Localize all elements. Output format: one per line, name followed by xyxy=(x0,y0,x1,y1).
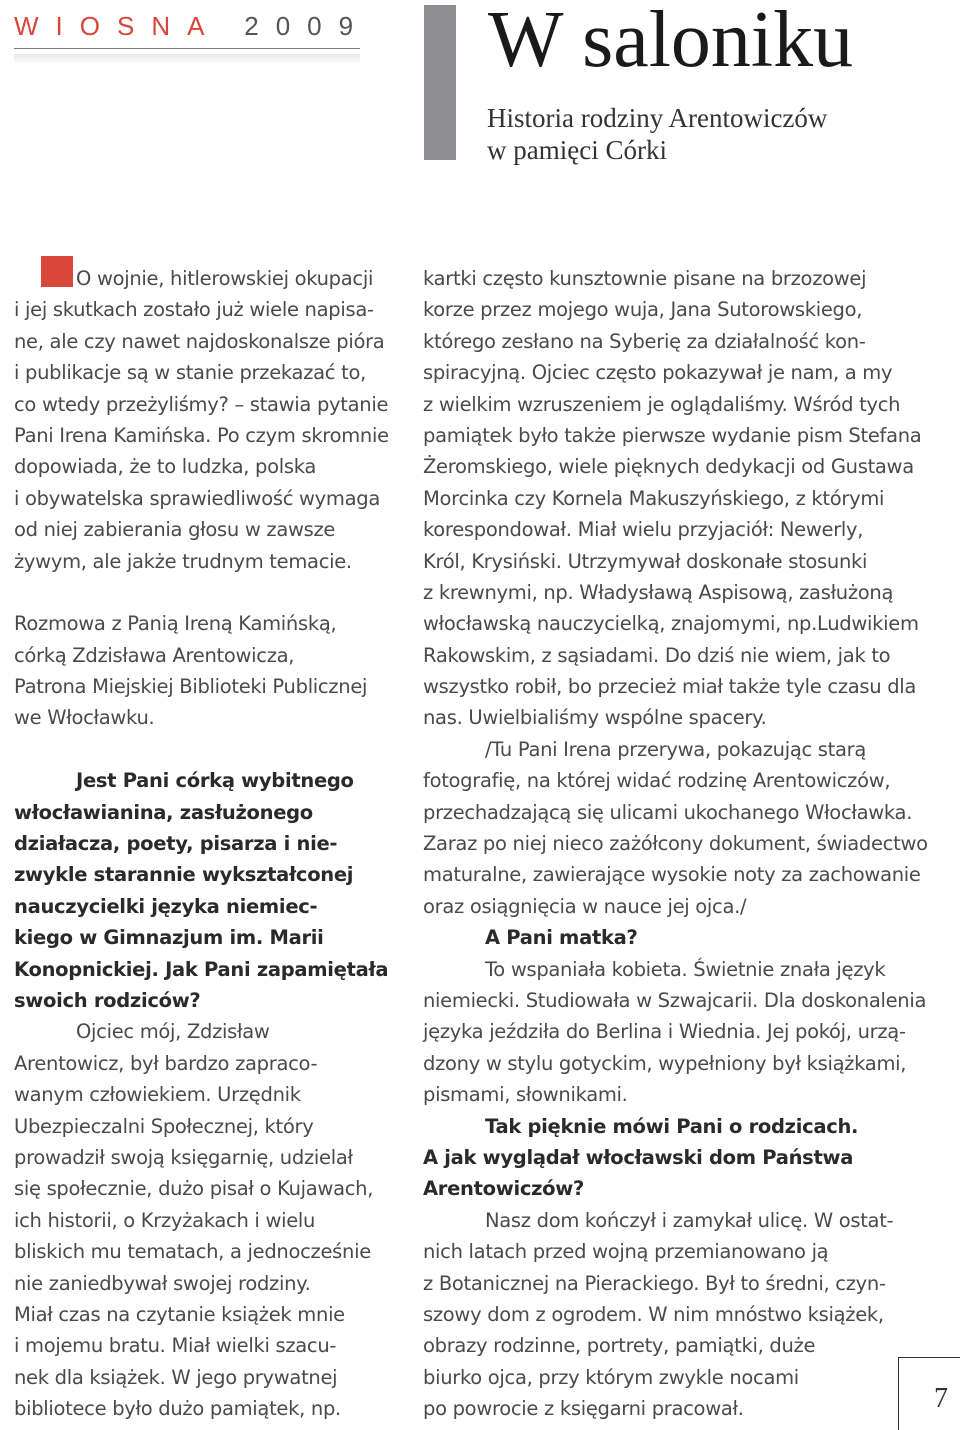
text-line: Ojciec mój, Zdzisław xyxy=(76,1020,270,1044)
question-line: kiego w Gimnazjum im. Marii xyxy=(14,926,324,950)
text-line: z krewnymi, np. Władysławą Aspisową, zasłużoną xyxy=(423,580,894,604)
right-column xyxy=(423,263,957,1424)
text-line: Zaraz po niej nieco zażółcony dokument, świadectwo xyxy=(423,832,928,856)
text-line: Rakowskim, z sąsiadami. Do dziś nie wiem, jak to xyxy=(423,643,891,667)
text-line: obrazy rodzinne, portrety, pamiątki, duże xyxy=(423,1334,816,1358)
text-line: prowadził swoją księgarnię, udzielał xyxy=(14,1145,353,1169)
text-line: i obywatelska sprawiedliwość wymaga xyxy=(14,486,380,510)
text-line: O wojnie, hitlerowskiej okupacji xyxy=(76,267,374,290)
text-line: żywym, ale jakże trudnym temacie. xyxy=(14,549,352,573)
season-word: WIOSNA xyxy=(14,11,221,41)
text-line: od niej zabierania głosu w zawsze xyxy=(14,518,336,542)
text-line: Miał czas na czytanie książek mnie xyxy=(14,1302,345,1326)
text-line: Król, Krysiński. Utrzymywał doskonałe stosunki xyxy=(423,549,868,573)
text-line: ich historii, o Krzyżakach i wielu xyxy=(14,1208,316,1232)
page-number-frame xyxy=(898,1357,960,1430)
text-line: Patrona Miejskiej Biblioteki Publicznej xyxy=(14,675,368,699)
text-line: włocławską nauczycielką, znajomymi, np.Ludwikiem xyxy=(423,612,919,636)
text-line: szowy dom z ogrodem. W nim mnóstwo książek, xyxy=(423,1302,884,1326)
text-line: fotografię, na której widać rodzinę Arentowiczów, xyxy=(423,769,891,793)
question-line: swoich rodziców? xyxy=(14,988,201,1012)
question-line: Tak pięknie mówi Pani o rodzicach. xyxy=(485,1114,859,1138)
text-line: córką Zdzisława Arentowicza, xyxy=(14,643,295,667)
question-line: Konopnickiej. Jak Pani zapamiętała xyxy=(14,957,389,981)
question-line: działacza, poety, pisarza i nie- xyxy=(14,832,338,856)
question-line: włocławianina, zasłużonego xyxy=(14,800,313,824)
text-line: i jej skutkach zostało już wiele napisa- xyxy=(14,298,374,322)
season-divider xyxy=(14,48,360,49)
text-line: Rozmowa z Panią Ireną Kamińską, xyxy=(14,612,337,636)
article-title: W saloniku xyxy=(488,0,854,84)
title-accent-bar xyxy=(424,5,456,160)
text-line: pismami, słownikami. xyxy=(423,1083,628,1107)
text-line: /Tu Pani Irena przerywa, pokazując starą xyxy=(485,737,867,761)
text-line: dzony w stylu gotyckim, wypełniony był książkami, xyxy=(423,1051,907,1075)
text-line: Morcinka czy Kornela Makuszyńskiego, z którymi xyxy=(423,486,885,510)
text-line: Żeromskiego, wiele pięknych dedykacji od Gustawa xyxy=(423,455,914,479)
text-line: maturalne, zawierające wysokie noty za zachowanie xyxy=(423,863,921,887)
text-line: się społecznie, dużo pisał o Kujawach, xyxy=(14,1177,374,1201)
text-line: Nasz dom kończył i zamykał ulicę. W ostat- xyxy=(485,1208,894,1232)
question-line: Jest Pani córką wybitnego xyxy=(76,769,354,793)
text-line: Ubezpieczalni Społecznej, który xyxy=(14,1114,314,1138)
text-line: przechadzającą się ulicami ukochanego Włocławka. xyxy=(423,800,913,824)
page-number: 7 xyxy=(934,1383,948,1414)
text-line: ne, ale czy nawet najdoskonalsze pióra xyxy=(14,329,385,353)
text-line: nich latach przed wojną przemianowano ją xyxy=(423,1240,829,1264)
text-line: Arentowicz, był bardzo zapraco- xyxy=(14,1051,318,1075)
subtitle-line: w pamięci Córki xyxy=(487,135,667,165)
text-line: nek dla książek. W jego prywatnej xyxy=(14,1365,338,1389)
text-line: wanym człowiekiem. Urzędnik xyxy=(14,1083,301,1107)
text-line: niemiecki. Studiowała w Szwajcarii. Dla doskonalenia xyxy=(423,988,927,1012)
text-line: i mojemu bratu. Miał wielki szacu- xyxy=(14,1334,337,1358)
question-line: nauczycielki języka niemiec- xyxy=(14,894,318,918)
left-column xyxy=(14,263,406,1424)
season-label xyxy=(14,8,371,52)
text-line: To wspaniała kobieta. Świetnie znała język xyxy=(485,957,886,981)
text-line: biurko ojca, przy którym zwykle nocami xyxy=(423,1365,799,1389)
text-line: nas. Uwielbialiśmy wspólne spacery. xyxy=(423,706,767,730)
text-line: korespondował. Miał wielu przyjaciół: Newerly, xyxy=(423,518,864,542)
text-line: pamiątek było także pierwsze wydanie pism Stefana xyxy=(423,423,922,447)
text-line: spiracyjną. Ojciec często pokazywał je nam, a my xyxy=(423,361,893,385)
season-year: 2009 xyxy=(244,11,371,41)
text-line: z Botanicznej na Pierackiego. Był to średni, czyn- xyxy=(423,1271,886,1295)
text-line: języka jeździła do Berlina i Wiednia. Jej pokój, urzą- xyxy=(423,1020,906,1044)
subtitle-line: Historia rodziny Arentowiczów xyxy=(487,103,828,133)
text-line: bibliotece było dużo pamiątek, np. xyxy=(14,1397,341,1421)
paragraph-gap xyxy=(14,734,406,765)
text-line: wszystko robił, bo przecież miał także tyle czasu dla xyxy=(423,675,917,699)
season-shadow xyxy=(14,54,360,64)
text-line: korze przez mojego wuja, Jana Sutorowskiego, xyxy=(423,298,863,322)
article-subtitle xyxy=(487,102,827,166)
question-line: A jak wyglądał włocławski dom Państwa xyxy=(423,1145,854,1169)
paragraph-gap xyxy=(14,577,406,608)
text-line: kartki często kunsztownie pisane na brzozowej xyxy=(423,267,867,290)
text-line: po powrocie z księgarni pracował. xyxy=(423,1397,744,1421)
text-line: we Włocławku. xyxy=(14,706,155,730)
text-line: oraz osiągnięcia w nauce jej ojca./ xyxy=(423,894,747,918)
text-line: nie zaniedbywał swojej rodziny. xyxy=(14,1271,311,1295)
question-line: zwykle starannie wykształconej xyxy=(14,863,354,887)
text-line: którego zesłano na Syberię za działalność kon- xyxy=(423,329,866,353)
text-line: bliskich mu tematach, a jednocześnie xyxy=(14,1240,371,1264)
text-line: co wtedy przeżyliśmy? – stawia pytanie xyxy=(14,392,389,416)
question-line: Arentowiczów? xyxy=(423,1177,584,1201)
text-line: i publikacje są w stanie przekazać to, xyxy=(14,361,366,385)
question-line: A Pani matka? xyxy=(485,926,638,950)
text-line: Pani Irena Kamińska. Po czym skromnie xyxy=(14,423,389,447)
text-line: z wielkim wzruszeniem je oglądaliśmy. Wśród tych xyxy=(423,392,901,416)
text-line: dopowiada, że to ludzka, polska xyxy=(14,455,317,479)
